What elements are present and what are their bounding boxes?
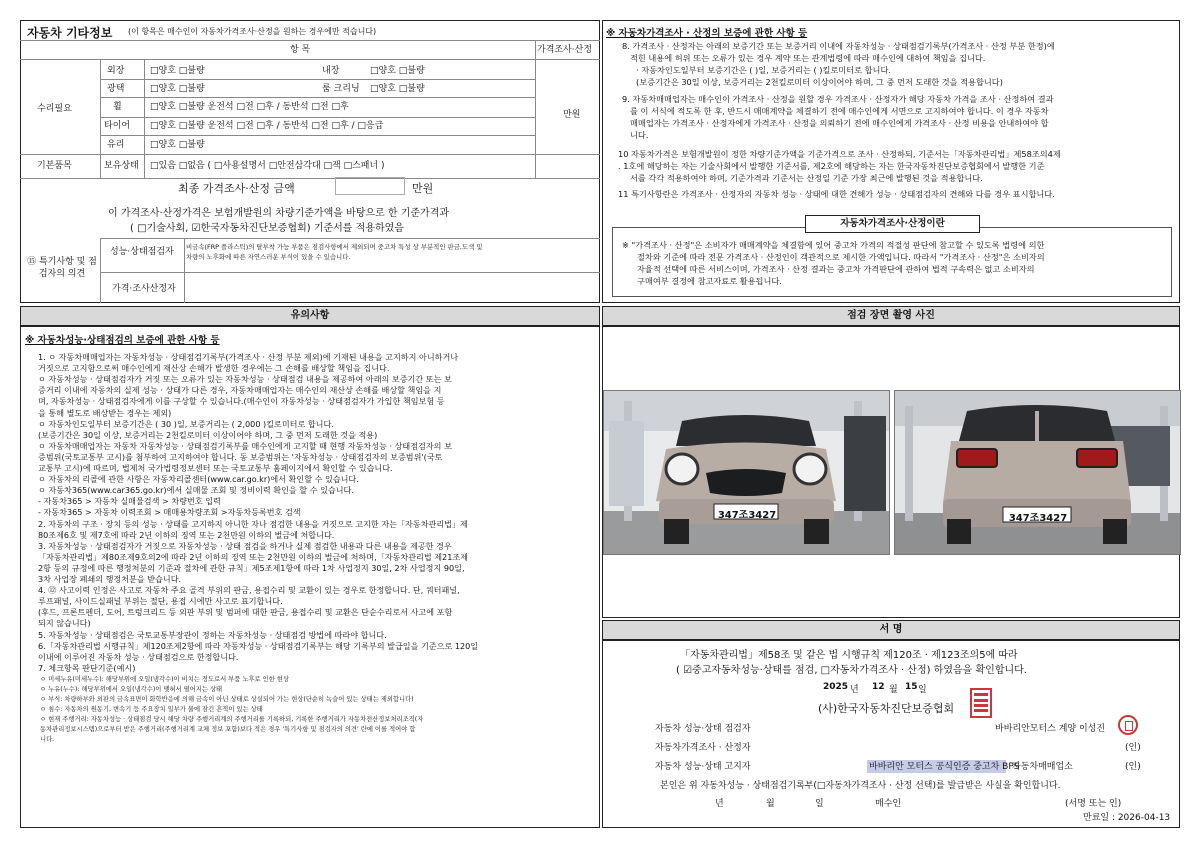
buyer-sign-field[interactable]: (서명 또는 인) bbox=[1065, 799, 1122, 809]
association-seal bbox=[970, 688, 992, 718]
divider bbox=[100, 117, 535, 118]
tire-label: 타이어 bbox=[104, 121, 131, 131]
guarantee-line: 니다. bbox=[630, 130, 649, 140]
divider bbox=[20, 178, 600, 179]
wheel-label: 휠 bbox=[113, 102, 122, 112]
note-line: 4. ⑫ 사고이력 인정은 사고로 자동차 주요 골격 부위의 판금, 용접수리 및 교환이 있는 경우로 한정합니다. 단, 쿼터패널, bbox=[38, 585, 460, 596]
note-line: ㅇ 자동차매매업자는 자동차 자동차성능 · 상태점검기록부를 매수인에게 고지할 때 현행 자동차성능 · 상태점검자의 보 bbox=[38, 440, 452, 451]
note-line: (보증기간은 30일 이상, 보증거리는 2천킬로미터 이상이어야 하며, 그 중 먼저 도래한 것을 적용) bbox=[38, 429, 378, 440]
final-price-field[interactable] bbox=[335, 177, 405, 195]
notes-title: ※ 자동차성능·상태점검의 보증에 관한 사항 등 bbox=[25, 335, 220, 346]
signature-date-month-unit: 월 bbox=[889, 685, 898, 695]
notifier-business-type: 자동차매매업소 bbox=[1012, 762, 1073, 772]
note-line: 되지 않습니다) bbox=[38, 618, 91, 629]
wheel-options[interactable]: □양호 □불량 운전석 □전 □후 / 동반석 □전 □후 bbox=[150, 102, 349, 112]
note-small-line: ㅇ 부식: 차량하부와 외판의 금속표면이 화학반응에 의해 금속이 아닌 상태로 상실되어 가는 현상(단순히 녹슬어 있는 상태는 제외합니다) bbox=[40, 695, 414, 703]
item-column-header: 항 목 bbox=[290, 45, 311, 55]
price-assessor-sign-label: 자동차가격조사 · 산정자 bbox=[655, 743, 751, 753]
divider bbox=[100, 135, 535, 136]
rear-license-plate: 347조3427 bbox=[1008, 513, 1068, 524]
signature-header: 서 명 bbox=[602, 620, 1180, 640]
performance-inspector-label: 성능·상태점검자 bbox=[110, 247, 174, 257]
glass-options[interactable]: □양호 □불량 bbox=[150, 140, 205, 150]
inspector-seal bbox=[1118, 715, 1138, 735]
divider bbox=[100, 238, 101, 303]
price-column-header: 가격조사·산정 bbox=[537, 45, 593, 55]
special-remarks-label: ⑮ 특기사항 및 점검자의 의견 bbox=[27, 257, 97, 279]
note-line: 80조제6호 및 제7호에 따라 2년 이하의 징역 또는 2천만원 이하의 벌금에 처합니다. bbox=[38, 529, 335, 540]
final-price-label: 최종 가격조사·산정 금액 bbox=[178, 182, 295, 195]
note-line: 루프패널, 사이드실패널 부위는 절단, 용접 시에만 사고로 표기합니다. bbox=[38, 596, 283, 607]
divider bbox=[184, 238, 185, 303]
price-definition-line: 구매여부 결정에 참고자료로 활용됩니다. bbox=[637, 276, 782, 286]
price-definition-line: ※ "가격조사 · 산정"은 소비자가 매매계약을 체결함에 있어 중고차 가격의 적절성 판단에 참고할 수 있도록 법령에 의한 bbox=[622, 240, 1045, 250]
buyer-month-unit: 월 bbox=[766, 799, 775, 809]
divider bbox=[100, 238, 600, 239]
note-small-line: 니다. bbox=[40, 735, 55, 743]
guarantee-line: . 1호에 해당하는 자는 기술사회에서 발행한 기준서를, 제2호에 해당하는 자는 한국자동차진단보증협회에서 발행한 기준 bbox=[618, 161, 1045, 171]
notes-header: 유의사항 bbox=[20, 306, 600, 326]
note-line: 증범위(국토교통부 고시)를 첨부하여 고지하여야 합니다. 동 보증범위는 '자동차성능 · 상태점검자의 보증범위'(국토 bbox=[38, 451, 443, 462]
inspector-value: 바바리안모터스 계양 이성진 bbox=[995, 724, 1106, 734]
divider bbox=[100, 97, 535, 98]
performance-remark-1: 비금속(FRP 플라스틱)의 탈부착 가능 부품은 점검사항에서 제외되며 중고차 특성 상 부분적인 판금,도색 및 bbox=[186, 243, 483, 251]
guarantee-line: 매매업자는 가격조사 · 산정자에게 가격조사 · 산정을 의뢰하기 전에 매수인에게 가격조사 · 산정 비용을 안내하여야 합 bbox=[630, 118, 1049, 128]
note-line: (후드, 프론트펜더, 도어, 트렁크리드 등 외판 부위 및 범퍼에 대한 판금, 용접수리 및 교환은 단순수리로서 사고에 포함 bbox=[38, 607, 453, 618]
note-line: ㅇ 자동차성능 · 상태점검자가 거짓 또는 오류가 있는 자동차성능 · 상태점검 내용을 제공하여 아래의 보증기간 또는 보 bbox=[38, 374, 452, 385]
divider bbox=[20, 59, 600, 60]
performance-remark-2: 차량의 노후화에 따른 자연스러운 부식이 있을 수 있습니다. bbox=[186, 253, 351, 261]
note-line: 2항 등의 규정에 따른 행정처분의 기준과 절차에 관한 규칙」제5조제1항에 따라 1차 사업정지 30일, 2차 사업정지 90일, bbox=[38, 562, 465, 573]
basis-line-2: ( □기술사회, ☑한국자동차진단보증협회) 기준서를 적용하였음 bbox=[130, 223, 404, 234]
guarantee-line: 를 이 서식에 적도록 한 후, 반드시 매매계약을 체결하기 전에 매수인에게 서면으로 고지하여야 합니다. 이 경우 자동차 bbox=[630, 106, 1049, 116]
signature-date-year-unit: 년 bbox=[850, 685, 859, 695]
signature-date-year: 2025 bbox=[823, 682, 849, 692]
note-line: ㅇ 자동차인도일부터 보증기간은 ( 30 )일, 보증거리는 ( 2,000 )킬로미터로 합니다. bbox=[38, 418, 334, 429]
note-line: 증거리 이내에 자동차의 실제 성능 · 상태가 다른 경우, 자동차매매업자는 매수인의 재산상 손해를 배상할 책임을 지 bbox=[38, 385, 442, 396]
signature-legal-line-2: ( ☑중고자동차성능·상태를 점검, □자동차가격조사 · 산정) 하였음을 확인합니다. bbox=[676, 665, 1027, 676]
note-line: 5. 자동차성능 · 상태점검은 국토교통부장관이 정하는 자동차성능 · 상태점검 방법에 따라야 합니다. bbox=[38, 629, 387, 640]
note-small-line: ㅇ 침수: 자동차의 원동기, 변속기 등 주요장치 일부가 물에 잠긴 흔적이 있는 상태 bbox=[40, 705, 263, 713]
note-small-line: ㅇ 미세누유(미세누수): 해당부위에 오일(냉각수)이 비치는 정도로서 부품 노후로 인한 현상 bbox=[40, 675, 289, 683]
won-unit: 만원 bbox=[563, 110, 581, 120]
inspector-label: 자동차 성능·상태 점검자 bbox=[655, 724, 751, 734]
note-small-line: ㅇ 현재 주행거리: 자동차성능 · 상태점검 당시 해당 차량 주행거리계의 주행거리를 기록하되, 기록한 주행거리가 자동차전산정보처리조직(자 bbox=[40, 715, 424, 723]
notifier-label: 자동차 성능·상태 고지자 bbox=[655, 762, 751, 772]
note-line: - 자동차365 > 자동차 실매물검색 > 차량번호 입력 bbox=[38, 496, 221, 507]
note-line: 2. 자동차의 구조 · 장치 등의 성능 · 상태를 고지하지 아니한 자나 점검한 내용을 거짓으로 고지한 자는「자동차관리법」제 bbox=[38, 518, 468, 529]
note-line: 「자동차관리법」제80조제9호의2에 따라 2년 이하의 징역 또는 2천만원 이하의 벌금에 처하며,「자동차관리법 제21조제 bbox=[38, 551, 468, 562]
guarantee-line: 10 자동차가격은 보험개발원이 정한 차량기준가액을 기준가격으로 조사 · 산정하되, 기준서는「자동차관리법」제58조의4제 bbox=[618, 149, 1061, 159]
note-line: 거짓으로 고지함으로써 매수인에게 재산상 손해가 발생한 경우에는 그 손해를 배상할 책임을 집니다. bbox=[38, 363, 390, 374]
guarantee-line: 11 특기사항란은 가격조사 · 산정자의 자동차 성능 · 상태에 대한 견해가 성능 · 상태점검자의 견해와 다를 경우 표시합니다. bbox=[618, 189, 1055, 199]
note-small-line: 동차관리정보시스템)으로부터 받은 주행거리(주행거리계 교체 정보 포함)보다 적은 경우 '특기사항 및 점검자의 의견' 란에 이를 적어야 합 bbox=[40, 725, 416, 733]
note-line: - 자동차365 > 자동차 이력조회 > 매매용차량조회 >자동차등록번호 검색 bbox=[38, 507, 301, 518]
expiry-date: 만료일 : 2026-04-13 bbox=[1083, 813, 1171, 823]
basic-items-sub-label: 보유상태 bbox=[104, 161, 139, 171]
gloss-options[interactable]: □양호 □불량 bbox=[150, 84, 205, 94]
guarantee-line: 적힌 내용에 허위 또는 오류가 있는 경우 계약 또는 관계법령에 따라 매수인에 대하여 책임을 집니다. bbox=[630, 53, 986, 63]
receipt-confirmation: 본인은 위 자동차성능 · 상태점검기록부(□자동차가격조사 · 산정 선택)를 발급받은 사실을 확인합니다. bbox=[660, 781, 1061, 791]
gloss-label: 광택 bbox=[107, 84, 125, 94]
buyer-label: 매수인 bbox=[875, 799, 902, 809]
notifier-dealer: 바바리안 모터스 공식인증 중고차 BPS bbox=[869, 762, 1020, 772]
divider bbox=[100, 59, 101, 178]
signature-date-day: 15 bbox=[905, 682, 918, 692]
divider bbox=[20, 40, 600, 41]
price-assessor-label: 가격·조사산정자 bbox=[112, 284, 176, 294]
front-car-photo bbox=[603, 390, 890, 555]
guarantee-line: · 자동차인도일부터 보증기간은 ( )일, 보증거리는 ( )킬로미터로 합니다. bbox=[636, 65, 891, 75]
room-cleaning-options[interactable]: □양호 □불량 bbox=[370, 84, 425, 94]
guarantee-line: 서를 각각 적용하여야 하며, 기준가격과 기준서는 산정일 기준 가장 최근에 발행된 것을 적용합니다. bbox=[630, 173, 983, 183]
signature-date-month: 12 bbox=[872, 682, 885, 692]
rear-car-illustration bbox=[895, 391, 1180, 554]
guarantee-line: 8. 가격조사 · 산정자는 아래의 보증기간 또는 보증거리 이내에 자동차성능 · 상태점검기록부(가격조사 · 산정 부분 한정)에 bbox=[622, 41, 1055, 51]
basic-items-label: 기본품목 bbox=[37, 161, 72, 171]
note-line: 3. 자동차성능 · 상태점검자가 거짓으로 자동차성능 · 상태 점검을 하거나 실제 점검한 내용과 다른 내용을 제공한 경우 bbox=[38, 540, 452, 551]
divider bbox=[535, 40, 536, 178]
tire-options[interactable]: □양호 □불량 운전석 □전 □후 / 동반석 □전 □후 / □응급 bbox=[150, 121, 384, 131]
buyer-day-unit: 일 bbox=[815, 799, 824, 809]
price-guarantee-title: ※ 자동차가격조사 · 산정의 보증에 관한 사항 등 bbox=[606, 28, 808, 39]
note-line: 을 통해 별도로 배상받는 경우는 제외) bbox=[38, 407, 172, 418]
note-line: 이내에 이루어진 자동차 성능 · 상태점검으로 한정합니다. bbox=[38, 651, 239, 662]
price-definition-line: 자율적 선택에 따른 서비스이며, 가격조사 · 산정 결과는 중고차 가격판단에 관하여 법적 구속력은 없고 소비자의 bbox=[637, 264, 1035, 274]
front-car-illustration bbox=[604, 391, 889, 554]
interior-options[interactable]: □양호 □불량 bbox=[370, 66, 425, 76]
basic-items-options[interactable]: □있음 □없음 ( □사용설명서 □안전삼각대 □잭 □스패너 ) bbox=[150, 161, 385, 171]
photos-header: 점검 장면 촬영 사진 bbox=[602, 306, 1180, 326]
signature-date-day-unit: 일 bbox=[918, 685, 927, 695]
guarantee-line: 9. 자동차매매업자는 매수인이 가격조사 · 산정을 원할 경우 가격조사 · 산정자가 해당 자동차 가격을 조사 · 산정하여 결과 bbox=[622, 94, 1054, 104]
interior-label: 내장 bbox=[322, 66, 340, 76]
note-line: 6.「자동차관리법 시행규칙」제120조제2항에 따라 자동차성능 · 상태점검기록부는 해당 기록부의 발급일을 기준으로 120일 bbox=[38, 640, 479, 651]
price-definition-line: 절차와 기준에 따라 전문 가격조사 · 산정인이 객관적으로 제시한 가액입니다. 따라서 "가격조사 · 산정"은 소비자의 bbox=[637, 252, 1045, 262]
guarantee-line: (보증기간은 30일 이상, 보증거리는 2천킬로미터 이상이어야 하며, 그 중 먼저 도래한 것을 적용합니다) bbox=[636, 77, 1003, 87]
association-name: (사)한국자동차진단보증협회 bbox=[818, 702, 955, 715]
room-cleaning-label: 룸 크리닝 bbox=[322, 84, 360, 94]
note-line: 며, 자동차성능 · 상태점검자에게 이를 구상할 수 있습니다.(매수인이 자동차성능 · 상태점검자가 가입한 책임보험 등 bbox=[38, 396, 445, 407]
price-assessor-seal-mark: (인) bbox=[1125, 743, 1141, 753]
rear-car-photo bbox=[894, 390, 1181, 555]
divider bbox=[20, 154, 600, 155]
price-definition-title: 자동차가격조사·산정이란 bbox=[805, 215, 980, 233]
note-line: 교통부 고시)에 따르며, 법제처 국가법령정보센터 또는 국토교통부 홈페이지에서 확인할 수 있습니다. bbox=[38, 463, 393, 473]
note-line: 7. 체크항목 판단기준(예시) bbox=[38, 662, 136, 673]
divider bbox=[100, 272, 600, 273]
notifier-seal-mark: (인) bbox=[1125, 762, 1141, 772]
signature-legal-line-1: 「자동차관리법」제58조 및 같은 법 시행규칙 제120조 · 제123조의5에 따라 bbox=[680, 650, 1018, 661]
divider bbox=[100, 79, 535, 80]
exterior-label: 외장 bbox=[107, 66, 125, 76]
note-line: 1. ㅇ 자동차매매업자는 자동차성능 · 상태점검기록부(가격조사 · 산정 부분 제외)에 기재된 내용을 고지하지 아니하거나 bbox=[38, 352, 459, 362]
buyer-year-unit: 년 bbox=[715, 799, 724, 809]
glass-label: 유리 bbox=[107, 140, 125, 150]
front-license-plate: 347조3427 bbox=[717, 510, 777, 521]
repair-needed-label: 수리필요 bbox=[37, 104, 72, 114]
exterior-options[interactable]: □양호 □불량 bbox=[150, 66, 205, 76]
note-small-line: ㅇ 누유(누수): 해당부위에서 오일(냉각수)이 맺혀서 떨어지는 상태 bbox=[40, 685, 223, 693]
other-info-title: 자동차 기타정보 bbox=[27, 26, 113, 40]
note-line: 3차 사업장 폐쇄의 행정처분을 받습니다. bbox=[38, 574, 182, 584]
other-info-subtitle: (이 항목은 매수인이 자동차가격조사·산정을 원하는 경우에만 적습니다) bbox=[128, 27, 377, 36]
final-price-unit: 만원 bbox=[412, 182, 434, 195]
divider bbox=[144, 59, 145, 178]
basis-line-1: 이 가격조사·산정가격은 보험개발원의 차량기준가액을 바탕으로 한 기준가격과 bbox=[108, 208, 450, 219]
note-line: ㅇ 자동차365(www.car365.go.kr)에서 실매물 조회 및 정비이력 확인을 할 수 있습니다. bbox=[38, 485, 354, 496]
note-line: ㅇ 자동차의 리콜에 관한 사항은 자동차리콜센터(www.car.go.kr)에서 확인할 수 있습니다. bbox=[38, 474, 359, 485]
